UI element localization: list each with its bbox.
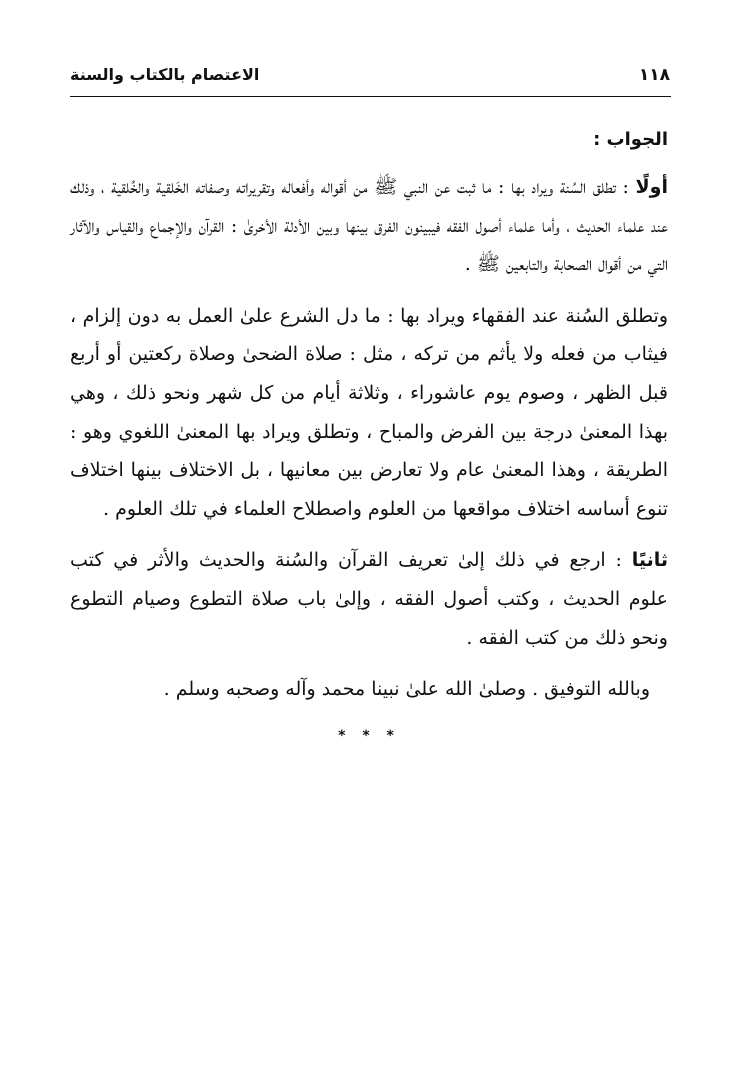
paragraph-lead: ثانيًا <box>631 549 668 572</box>
paragraph-first <box>70 168 668 284</box>
header-rule <box>70 96 671 97</box>
running-header <box>70 62 670 92</box>
paragraph-second <box>70 297 668 529</box>
answer-heading: الجواب : <box>593 129 668 150</box>
paragraph-lead: أولًا <box>635 176 668 198</box>
paragraph-text: : ارجع في ذلك إلىٰ تعريف القرآن والسُنة والحديث والأثر في كتب علوم الحديث ، وكتب أصول الفقه ، وإلىٰ باب صلاة التطوع وصيام التطوع ونحو ذلك من كتب الفقه . <box>70 549 668 649</box>
closing-line: وبالله التوفيق . وصلىٰ الله علىٰ نبينا محمد وآله وصحبه وسلم . <box>163 678 650 701</box>
section-separator: * * * <box>338 727 400 744</box>
paragraph-text: وتطلق السُنة عند الفقهاء ويراد بها : ما دل الشرع علىٰ العمل به دون إلزام ، فيثاب من فعله ولا يأثم من تركه ، مثل : صلاة الضحىٰ وصلاة ركعتين أو أربع قبل الظهر ، وصوم يوم عاشوراء ، وثلاثة أيام من كل شهر ونحو ذلك ، وهي بهذا المعنىٰ درجة بين الفرض والمباح ، وتطلق ويراد بها المعنىٰ اللغوي وهو : الطريقة ، وهذا المعنىٰ عام ولا تعارض بين معانيها ، بل الاختلاف بينها اختلاف تنوع أساسه اختلاف مواقعها من العلوم واصطلاح العلماء في تلك العلوم . <box>70 304 668 520</box>
paragraph-text: : تطلق السُنة ويراد بها : ما ثبت عن النبي ﷺ من أقواله وأفعاله وتقريراته وصفاته الخَلقية والخُلقية ، وذلك عند علماء الحديث ، وأما علماء أصول الفقه فيبينون الفرق بينها وبين الأدلة الأخرىٰ : القرآن والإجماع والقياس والآثار التي من أقوال الصحابة والتابعين ﷺ . <box>70 176 668 276</box>
running-title: الاعتصام بالكتاب والسنة <box>70 65 260 84</box>
page-number: ١١٨ <box>638 65 670 85</box>
body-text <box>70 122 668 751</box>
paragraph-third <box>70 541 668 657</box>
